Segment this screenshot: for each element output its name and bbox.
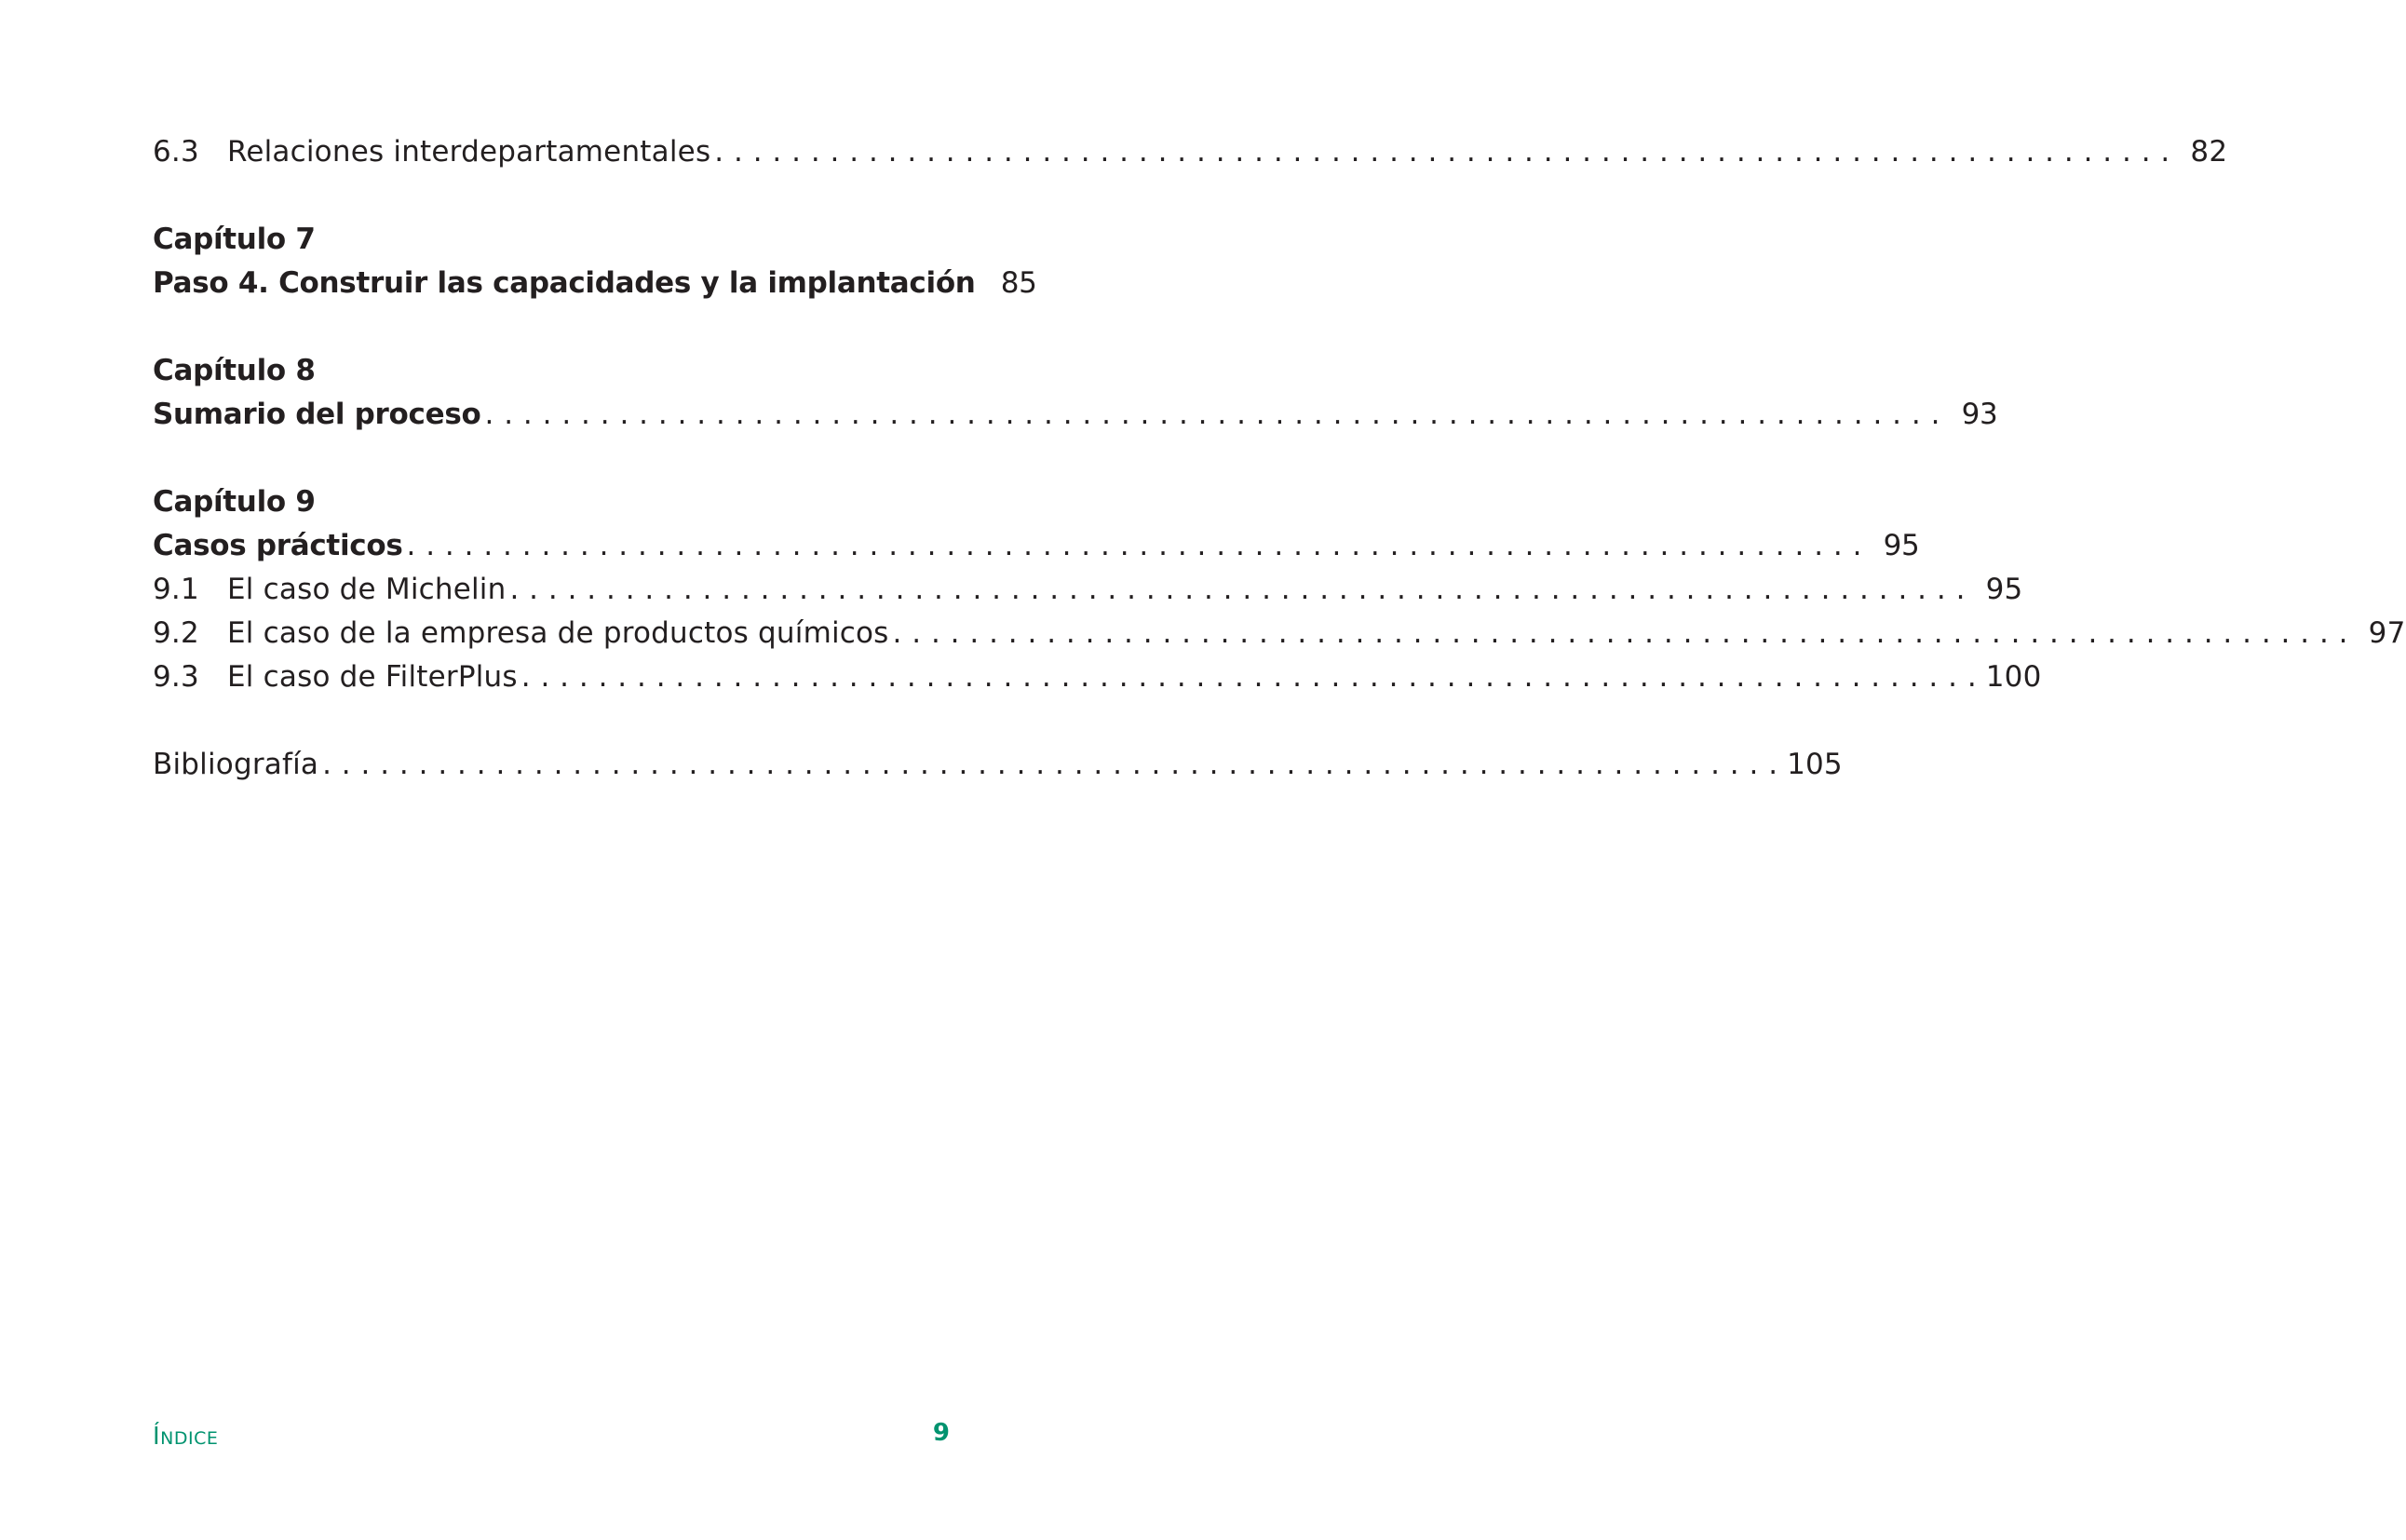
spacer: [153, 305, 959, 349]
toc-chapter-9: [153, 524, 1920, 568]
toc-entry-page: 82: [2190, 135, 2228, 169]
toc-entry-title: Relaciones interdepartamentales: [227, 135, 711, 169]
dot-leader: [714, 130, 2169, 174]
toc-chapter-page: 93: [1961, 398, 1998, 431]
toc-chapter-7: [153, 262, 1037, 305]
toc-entry-number: 9.3: [153, 660, 199, 694]
running-footer-rest: NDICE: [160, 1428, 219, 1449]
toc-entry-title: Bibliografía: [153, 748, 319, 781]
toc-entry-number: 9.1: [153, 573, 199, 606]
dot-leader: [322, 743, 1777, 787]
toc-entry-page: 100: [1985, 660, 2042, 694]
toc-entry-title: El caso de FilterPlus: [227, 660, 518, 694]
running-footer-section: [153, 1423, 218, 1451]
toc-entry-number: 6.3: [153, 135, 199, 169]
running-footer-initial: Í: [153, 1423, 161, 1451]
dot-leader: [893, 612, 2348, 655]
toc-chapter-page: 85: [1000, 266, 1037, 300]
toc-entry-9-2: [153, 612, 2406, 655]
spacer: [153, 174, 959, 218]
toc-entry-number: 9.2: [153, 616, 199, 650]
toc-entry-title: El caso de la empresa de productos químicos: [227, 616, 889, 650]
toc-entry-title: El caso de Michelin: [227, 573, 507, 606]
table-of-contents: [153, 130, 2406, 787]
dot-leader: [509, 568, 1965, 612]
chapter-8-heading: Capítulo 8: [153, 354, 316, 387]
toc-entry-6-3: [153, 130, 2228, 174]
page-number: 9: [932, 1419, 950, 1447]
toc-chapter-title: Sumario del proceso: [153, 398, 481, 431]
dot-leader: [407, 524, 1862, 568]
toc-bibliography: [153, 743, 1843, 787]
toc-chapter-title: Paso 4. Construir las capacidades y la implantación: [153, 266, 976, 300]
dot-leader: [484, 393, 1940, 437]
toc-entry-page: 95: [1985, 573, 2023, 606]
toc-chapter-8: [153, 393, 1998, 437]
chapter-9-heading: Capítulo 9: [153, 485, 316, 519]
toc-entry-9-1: [153, 568, 2023, 612]
toc-chapter-page: 95: [1883, 529, 1920, 562]
toc-entry-9-3: [153, 655, 2042, 699]
dot-leader: [521, 655, 1977, 699]
spacer: [153, 699, 959, 743]
toc-entry-page: 105: [1787, 748, 1843, 781]
spacer: [153, 437, 959, 480]
toc-entry-page: 97: [2368, 616, 2406, 650]
toc-chapter-title: Casos prácticos: [153, 529, 403, 562]
chapter-7-heading: Capítulo 7: [153, 223, 316, 256]
